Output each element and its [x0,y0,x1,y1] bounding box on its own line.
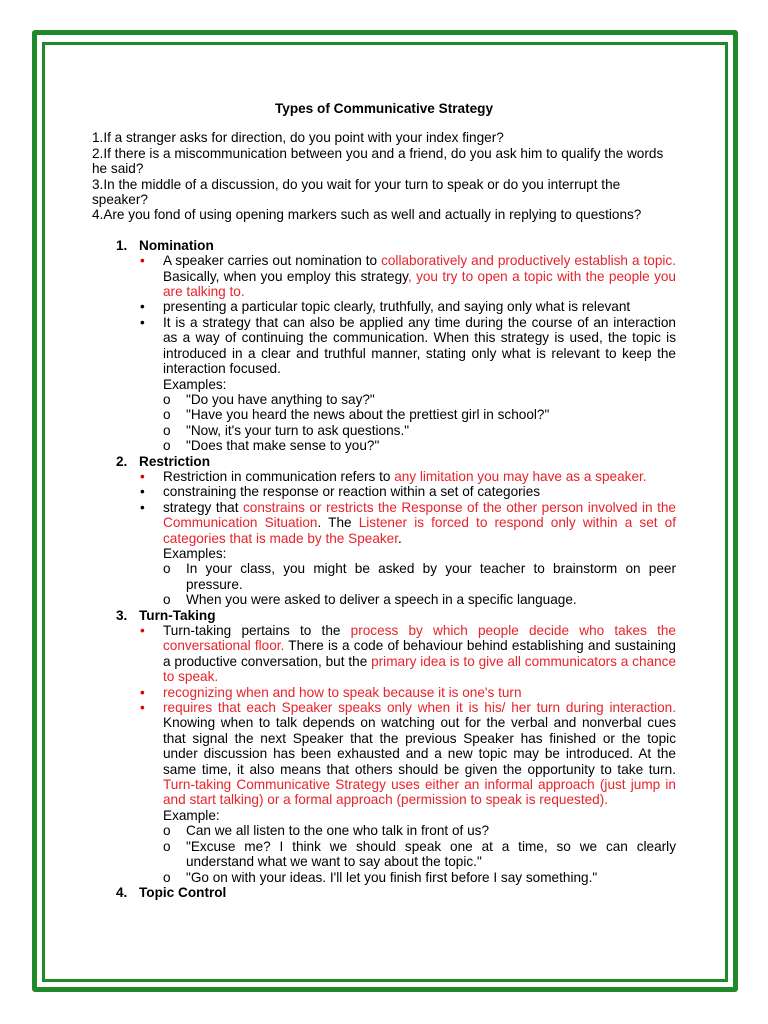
section-number: 2. [116,453,128,469]
example-item: o "Go on with your ideas. I'll let you finish first before I say something." [163,869,598,885]
examples-label: Examples: [163,545,227,561]
sub-bullet-icon: o [163,438,171,454]
bullet-item: • constraining the response or reaction within a set of categories [140,484,541,500]
section-number: 1. [116,237,128,253]
bullet-item: • strategy that constrains or restricts the Response of the other person involved in the Communication Situation. The Listener is forced to respond only within a set of categories that is made by the Speaker. [140,499,677,546]
sub-bullet-icon: o [163,869,171,885]
example-item: o When you were asked to deliver a speech in a specific language. [163,592,577,608]
section-title: Nomination [139,237,214,253]
example-item: o "Have you heard the news about the prettiest girl in school?" [163,407,550,423]
bullet-icon: • [140,468,145,484]
example-item: o "Does that make sense to you?" [163,438,380,454]
section-heading-restriction [92,454,676,469]
section-heading-topic-control [92,885,676,900]
bullet-item: • A speaker carries out nomination to collaboratively and productively establish a topic. Basically, when you employ this strategy, you try to open a topic with the people you are talking to. [140,253,676,300]
bullet-icon: • [140,299,145,315]
question-2: 2.If there is a miscommunication between you and a friend, do you ask him to qualify the words he said? [92,145,664,177]
document-body [92,101,676,900]
document-title: Types of Communicative Strategy [274,101,494,116]
section-heading-turn-taking [92,608,676,623]
bullet-icon: • [140,499,145,515]
bullet-item: • recognizing when and how to speak because it is one's turn [140,684,522,700]
bullet-item: • Turn-taking pertains to the process by which people decide who takes the conversational floor. There is a code of behaviour behind establishing and sustaining a productive conversation, but the primary idea is to give all communicators a chance to speak. [140,623,677,685]
sub-bullet-icon: o [163,561,171,577]
bullet-icon: • [140,314,145,330]
bullet-icon: • [140,700,145,716]
bullet-item: • Restriction in communication refers to any limitation you may have as a speaker. [140,468,647,484]
sub-bullet-icon: o [163,823,171,839]
bullet-item: • presenting a particular topic clearly, truthfully, and saying only what is relevant [140,299,631,315]
example-item: o "Do you have anything to say?" [163,391,375,407]
bullet-item: • It is a strategy that can also be applied any time during the course of an interaction as a way of continuing the communication. When this strategy is used, the topic is introduced in a clear and truthful manner, stating only what is relevant to keep the interaction focused. [140,314,676,377]
question-3: 3.In the middle of a discussion, do you wait for your turn to speak or do you interrupt the speaker? [92,176,621,208]
sub-bullet-icon: o [163,407,171,423]
section-number: 4. [116,884,128,900]
example-item: o Can we all listen to the one who talk in front of us? [163,823,490,839]
section-heading-nomination [92,238,676,253]
examples-label: Example: [163,807,220,823]
sub-bullet-icon: o [163,422,171,438]
bullet-icon: • [140,253,145,269]
bullet-icon: • [140,684,145,700]
example-item: o "Now, it's your turn to ask questions." [163,422,410,438]
bullet-icon: • [140,484,145,500]
example-item: o "Excuse me? I think we should speak one at a time, so we can clearly understand what we want to say about the topic." [163,838,676,870]
section-title: Restriction [139,453,211,469]
question-4: 4.Are you fond of using opening markers such as well and actually in replying to questions? [92,207,642,223]
examples-label: Examples: [163,376,227,392]
sub-bullet-icon: o [163,391,171,407]
section-title: Topic Control [139,884,227,900]
example-item: o In your class, you might be asked by your teacher to brainstorm on peer pressure. [163,561,676,592]
question-1: 1.If a stranger asks for direction, do you point with your index finger? [92,130,504,146]
sub-bullet-icon: o [163,838,171,854]
sub-bullet-icon: o [163,592,171,608]
section-title: Turn-Taking [139,607,216,623]
section-number: 3. [116,607,128,623]
bullet-icon: • [140,623,145,638]
bullet-item: • requires that each Speaker speaks only when it is his/ her turn during interaction. Knowing when to talk depends on watching out for the verbal and nonverbal cues that signal the next Speaker that the previous Speaker has finished or the topic under discussion has been exhausted and a new topic may be introduced. At the same time, it also means that others should be given the opportunity to take turn. Turn-taking Communicative Strategy uses either an informal approach (just jump in and start talking) or a formal approach (permission to speak is requested). [140,700,676,808]
